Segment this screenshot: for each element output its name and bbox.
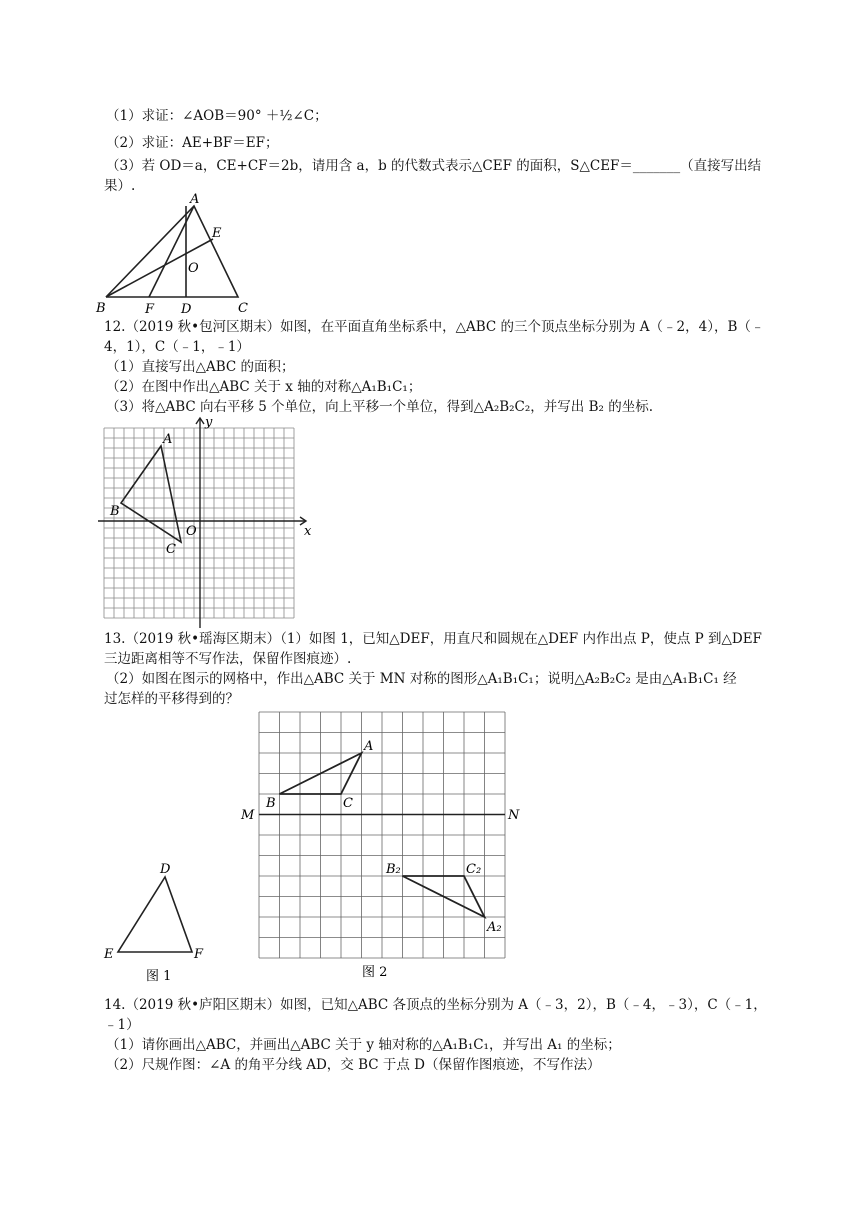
q13-label-M: M [241, 808, 255, 823]
q13-label-C: C [343, 796, 353, 811]
q13-label-B2: B₂ [386, 862, 401, 877]
q13-part2-cont: 过怎样的平移得到的？ [104, 691, 239, 707]
q11-label-D: D [181, 302, 192, 317]
q12-label-A: A [163, 432, 173, 447]
q13-label-N: N [508, 808, 520, 823]
q13-figure2-grid [238, 705, 528, 990]
q12-label-x: x [304, 524, 312, 539]
q14-part2: （2）尺规作图：∠A 的角平分线 AD，交 BC 于点 D（保留作图痕迹，不写作法） [106, 1057, 601, 1073]
q11-part1: （1）求证：∠AOB＝90° ＋½∠C； [106, 108, 328, 124]
q11-triangle-figure [90, 188, 290, 318]
q14-part1: （1）请你画出△ABC，并画出△ABC 关于 y 轴对称的△A₁B₁C₁，并写出 A₁ 的坐标； [106, 1037, 621, 1053]
q14-stem: 14.（2019 秋•庐阳区期末）如图，已知△ABC 各顶点的坐标分别为 A（﹣3，2），B（﹣4，﹣3），C（﹣1， [104, 997, 767, 1013]
q13-stem: 13.（2019 秋•瑶海区期末）（1）如图 1，已知△DEF，用直尺和圆规在△DEF 内作出点 P，使点 P 到△DEF [104, 631, 762, 647]
q12-part2: （2）在图中作出△ABC 关于 x 轴的对称△A₁B₁C₁； [106, 379, 422, 395]
q13-label-F: F [194, 947, 204, 962]
q13-label-D: D [160, 862, 171, 877]
q11-part2: （2）求证：AE+BF＝EF； [106, 135, 279, 151]
q13-stem-cont: 三边距离相等不写作法，保留作图痕迹）. [104, 651, 352, 667]
q13-label-B: B [266, 796, 276, 811]
q13-figure2-caption: 图 2 [362, 965, 388, 980]
q11-label-E: E [212, 226, 222, 241]
q12-label-C: C [166, 542, 176, 557]
q13-label-C2: C₂ [466, 862, 482, 877]
q11-label-B: B [96, 301, 106, 316]
q13-part2: （2）如图在图示的网格中，作出△ABC 关于 MN 对称的图形△A₁B₁C₁；说明△A₂B₂C₂ 是由△A₁B₁C₁ 经 [106, 671, 737, 687]
q13-figure1-caption: 图 1 [146, 969, 172, 984]
q12-label-y: y [205, 415, 213, 430]
q13-label-E: E [104, 947, 114, 962]
q12-coordinate-grid [95, 412, 325, 622]
q13-figure1-triangle [100, 855, 230, 985]
q11-label-C: C [238, 301, 248, 316]
q12-part3: （3）将△ABC 向右平移 5 个单位，向上平移一个单位，得到△A₂B₂C₂，并写出 B₂ 的坐标. [106, 399, 654, 415]
q11-label-A: A [190, 192, 200, 207]
q11-label-O: O [188, 261, 199, 276]
q12-label-B: B [110, 504, 120, 519]
q11-label-F: F [145, 302, 155, 317]
q13-label-A: A [364, 739, 374, 754]
q14-stem-cont: ﹣1） [104, 1017, 140, 1033]
q11-part3: （3）若 OD＝a，CE+CF＝2b，请用含 a，b 的代数式表示△CEF 的面积，S△CEF＝_______（直接写出结 [106, 158, 762, 174]
q12-part1: （1）直接写出△ABC 的面积； [106, 359, 295, 375]
q12-stem: 12.（2019 秋•包河区期末）如图，在平面直角坐标系中，△ABC 的三个顶点坐标分别为 A（﹣2，4），B（﹣ [104, 319, 765, 335]
q11-part3-cont: 果）. [104, 178, 136, 194]
q12-stem-cont: 4，1），C（﹣1，﹣1） [104, 339, 250, 355]
q13-label-A2: A₂ [487, 920, 502, 935]
q12-label-O: O [186, 524, 197, 539]
